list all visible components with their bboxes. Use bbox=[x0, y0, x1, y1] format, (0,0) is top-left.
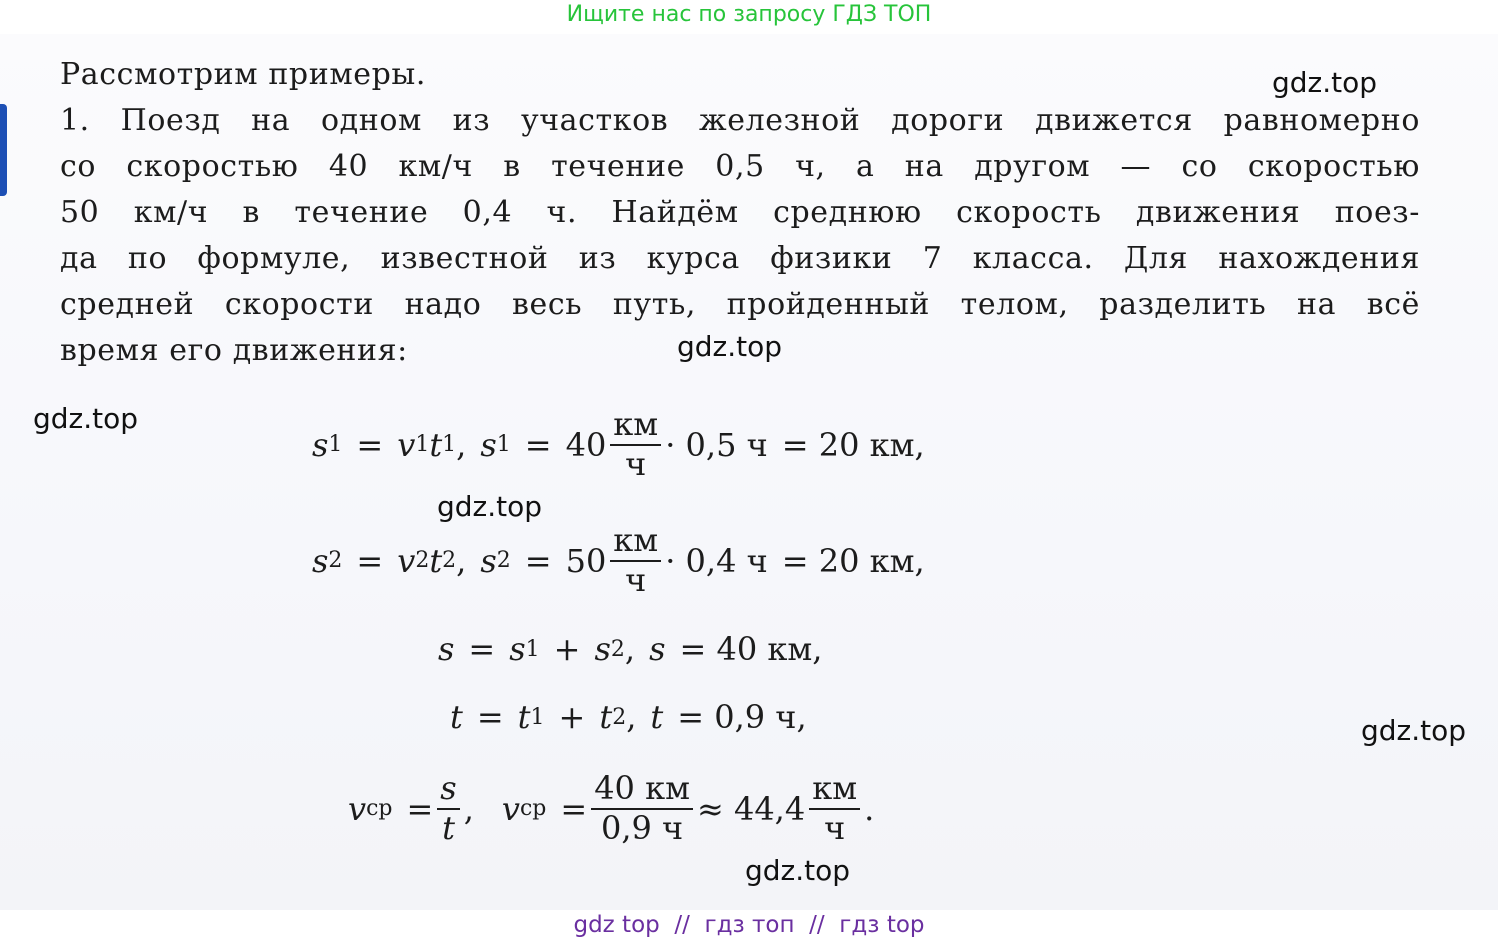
page-edge-tab bbox=[0, 104, 7, 196]
formula-total-time: t = t 1 + t 2 , t = 0,9 ч, bbox=[450, 698, 807, 736]
intro-line: Рассмотрим примеры. bbox=[60, 57, 427, 92]
watermark-2: gdz.top bbox=[677, 330, 783, 363]
top-banner: Ищите нас по запросу ГДЗ ТОП bbox=[566, 2, 932, 27]
bottom-banner-part-2: гдз топ bbox=[704, 912, 795, 938]
example-1-line-1: 1. Поезд на одном из участков железной дороги движется равномерно bbox=[60, 103, 1420, 138]
unit-fraction: $\frac{км}{ч}$ bbox=[610, 408, 661, 481]
formula-distance-1: s 1 = v 1 t 1 , s 1 = 40 $\frac{км}{ч}$ · 0,5 ч = 20 км, bbox=[312, 405, 925, 483]
unit-fraction: $\frac{км}{ч}$ bbox=[610, 524, 661, 597]
watermark-6: gdz.top bbox=[745, 854, 851, 887]
example-1-line-3: 50 км/ч в течение 0,4 ч. Найдём среднюю скорость движения поез- bbox=[60, 195, 1420, 230]
watermark-1: gdz.top bbox=[1272, 66, 1378, 99]
unit-fraction: $\frac{км}{ч}$ bbox=[809, 772, 860, 845]
example-1-line-6: время его движения: bbox=[60, 333, 408, 368]
formula-total-distance: s = s 1 + s 2 , s = 40 км, bbox=[438, 630, 823, 668]
formula-distance-2: s 2 = v 2 t 2 , s 2 = 50 $\frac{км}{ч}$ · 0,4 ч = 20 км, bbox=[312, 521, 925, 599]
bottom-banner-sep-1: // bbox=[659, 912, 705, 938]
bottom-banner-part-3: гдз top bbox=[839, 912, 925, 938]
bottom-banner-sep-2: // bbox=[794, 912, 840, 938]
example-1-line-2: со скоростью 40 км/ч в течение 0,5 ч, а на другом — со скоростью bbox=[60, 149, 1420, 184]
bottom-banner bbox=[0, 910, 1498, 944]
formula-average-speed: v ср = $\frac{s}{t}$ , v ср = $\frac{40 км}{0,9 ч}$ ≈ 44,4 $\frac{км}{ч}$ . bbox=[348, 769, 875, 847]
intro-heading bbox=[60, 52, 1420, 98]
example-1-line-5: средней скорости надо весь путь, пройденный телом, разделить на всё bbox=[60, 287, 1420, 322]
watermark-4: gdz.top bbox=[437, 490, 543, 523]
watermark-5: gdz.top bbox=[1361, 714, 1467, 747]
example-1-line-4: да по формуле, известной из курса физики 7 класса. Для нахождения bbox=[60, 241, 1420, 276]
bottom-banner-part-1: gdz top bbox=[573, 912, 660, 938]
value-fraction: $\frac{40 км}{0,9 ч}$ bbox=[591, 772, 693, 845]
watermark-3: gdz.top bbox=[33, 402, 139, 435]
speed-fraction: $\frac{s}{t}$ bbox=[437, 772, 459, 845]
